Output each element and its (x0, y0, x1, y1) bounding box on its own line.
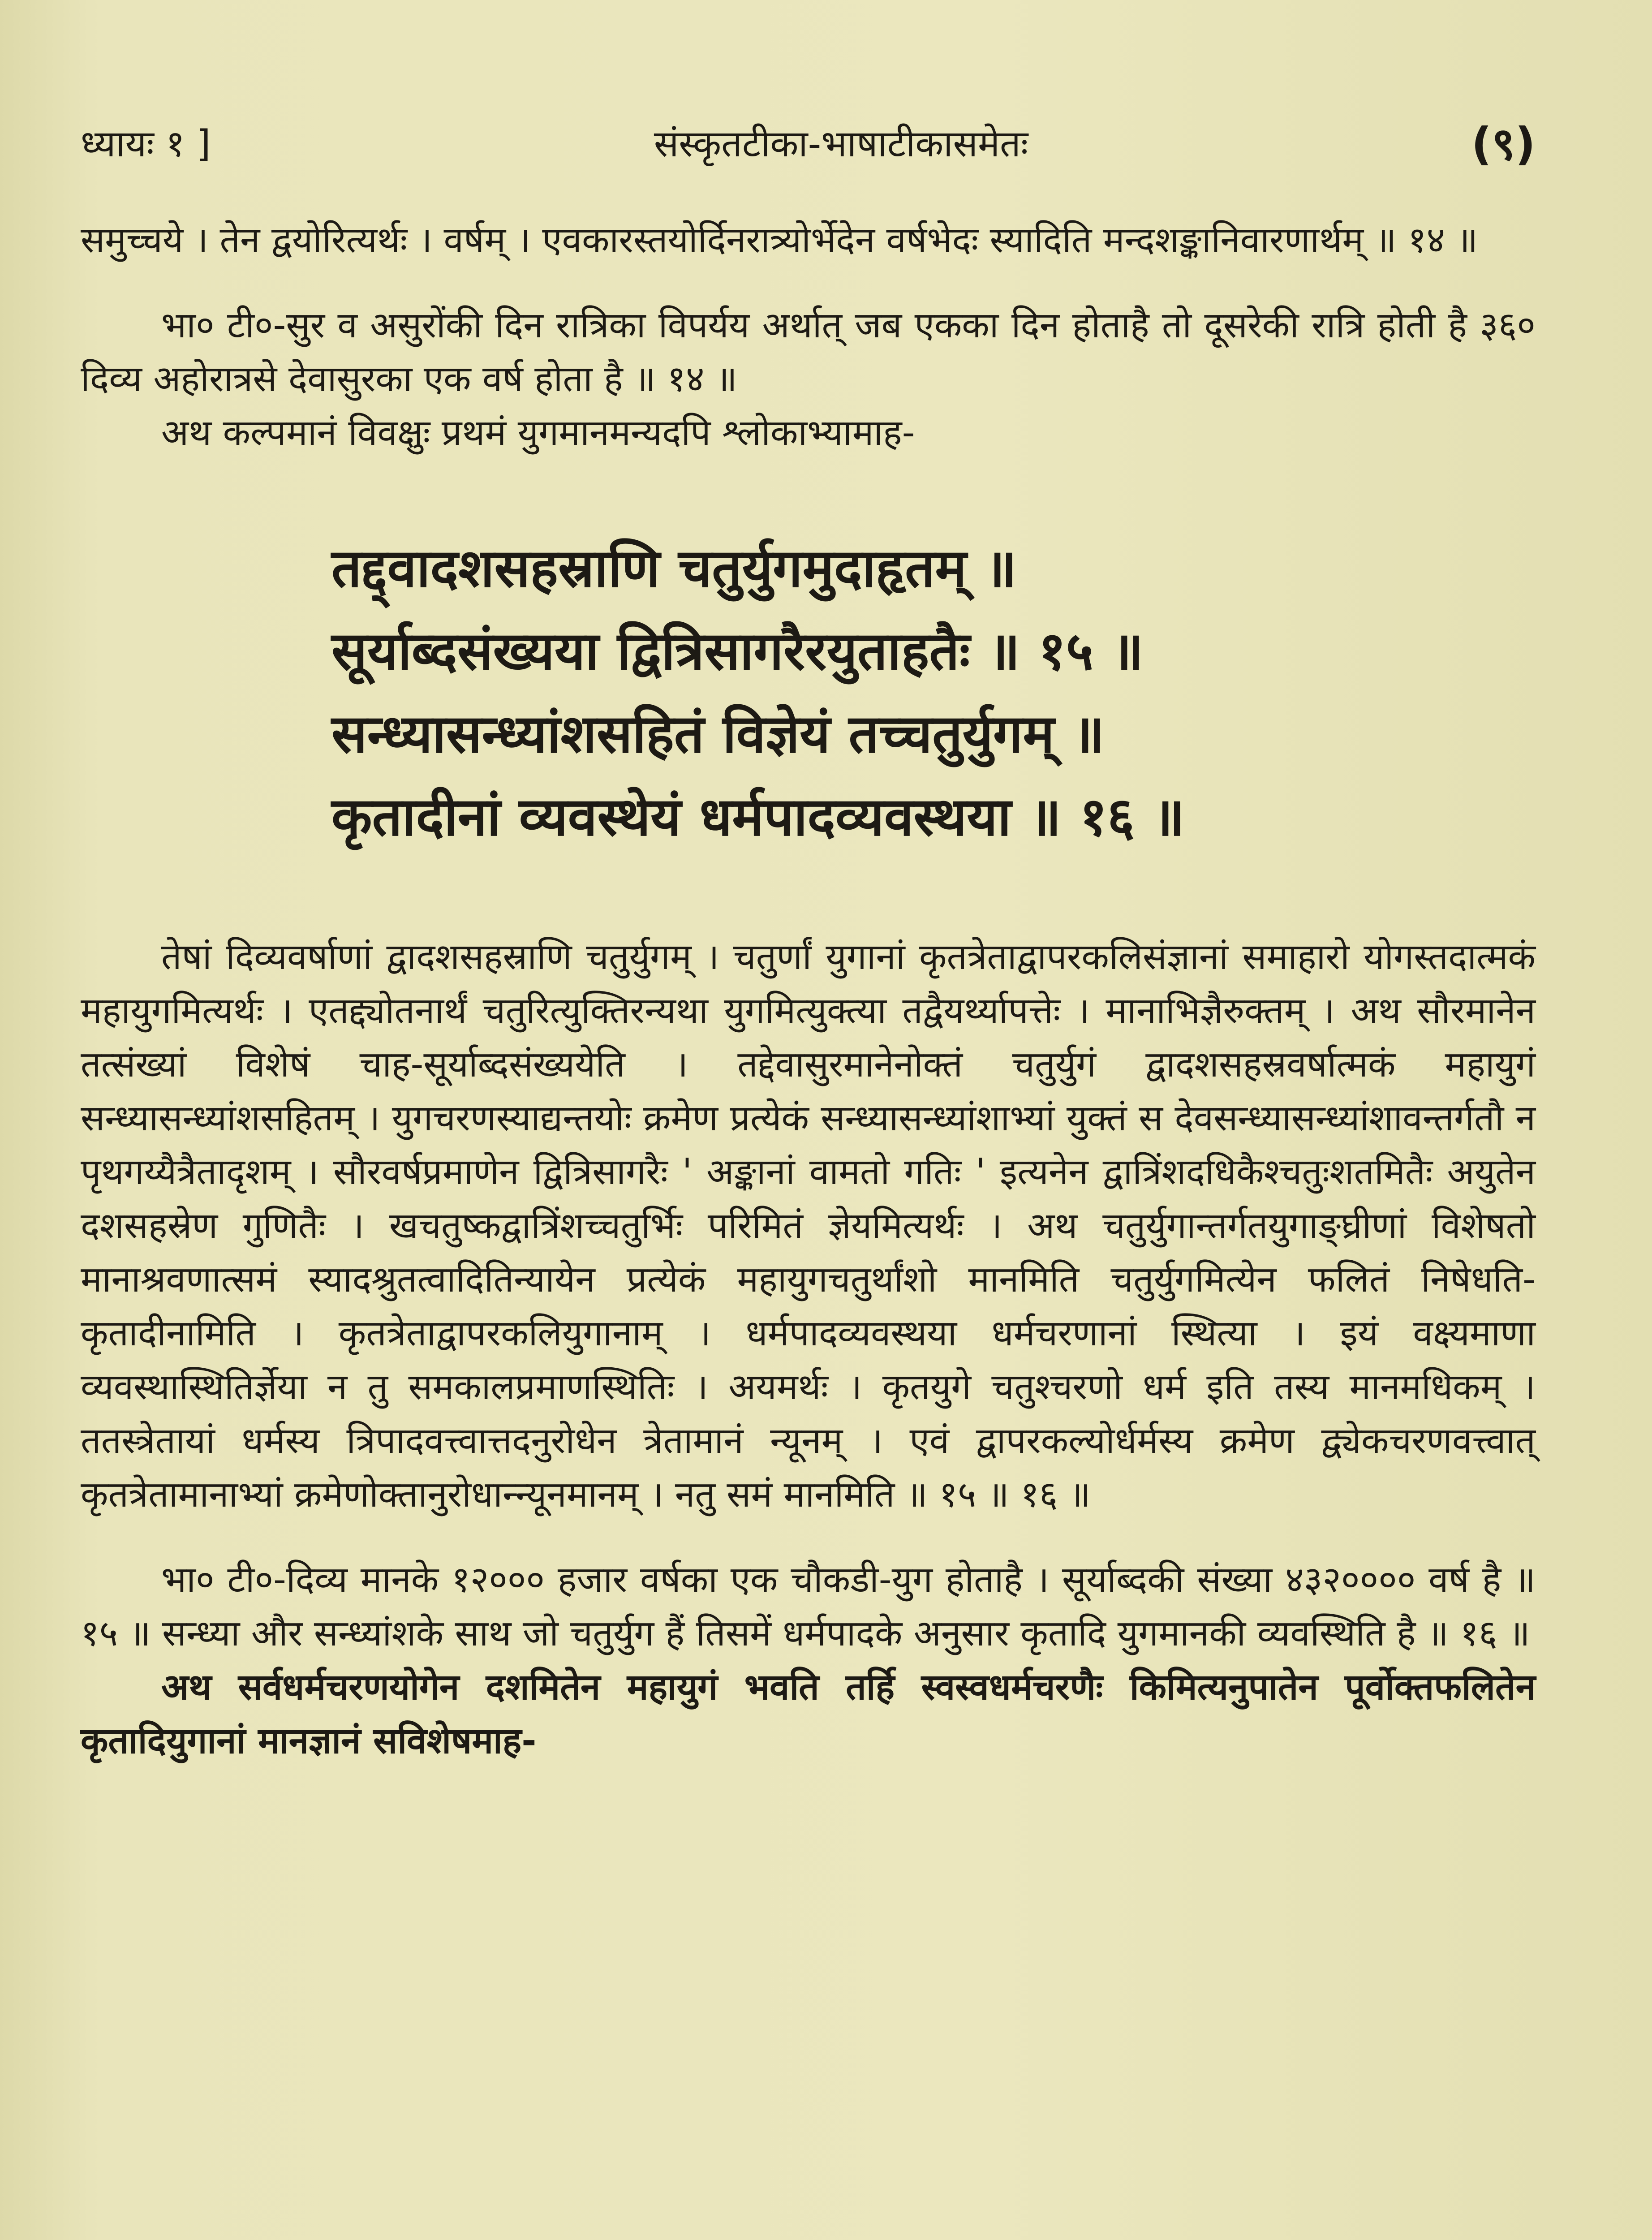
header-title: संस्कृतटीका-भाषाटीकासमेतः (654, 123, 1028, 165)
verse-block (331, 527, 1536, 858)
header-chapter: ध्यायः १ ] (81, 123, 211, 165)
verse-line-2: सूर्याब्दसंख्यया द्वित्रिसागरैरयुताहतैः ॥ १५ ॥ (331, 620, 1144, 682)
commentary-paragraph-1: समुच्चये । तेन द्वयोरित्यर्थः । वर्षम् । एवकारस्तयोर्दिनरात्र्योर्भेदेन वर्षभेदः स्यादिति मन्दशङ्कानिवारणार्थम् ॥ १४ ॥ (81, 219, 1478, 261)
running-header (81, 112, 1536, 173)
verse-line-1: तद्द्वादशसहस्राणि चतुर्युगमुदाहृतम् ॥ (331, 537, 1017, 599)
intro-line-1: अथ कल्पमानं विवक्षुः प्रथमं युगमानमन्यदपि श्लोकाभ्यामाह- (161, 412, 915, 453)
page-number: (९) (1471, 118, 1536, 170)
commentary-paragraph-2: तेषां दिव्यवर्षाणां द्वादशसहस्राणि चतुर्युगम् । चतुर्णां युगानां कृतत्रेताद्वापरकलिसंज्ञानां समाहारो योगस्तदात्मकं महायुगमित्यर्थः । एतद्द्योतनार्थं चतुरित्युक्तिरन्यथा युगमित्युक्त्या तद्वैयर्थ्यापत्तेः । मानाभिज्ञैरुक्तम् । अथ सौरमानेन तत्संख्यां विशेषं चाह-सूर्याब्दसंख्ययेति । तद्देवासुरमानेनोक्तं चतुर्युगं द्वादशसहस्रवर्षात्मकं महायुगं सन्ध्यासन्ध्यांशसहितम् । युगचरणस्याद्यन्तयोः क्रमेण प्रत्येकं सन्ध्यासन्ध्यांशाभ्यां युक्तं स देवसन्ध्यासन्ध्यांशावन्तर्गतौ न पृथगय्यैत्रैतादृशम् । सौरवर्षप्रमाणेन द्वित्रिसागरैः ' अङ्कानां वामतो गतिः ' इत्यनेन द्वात्रिंशदधिकैश्चतुःशतमितैः अयुतेन दशसहस्रेण गुणितैः । खचतुष्कद्वात्रिंशच्चतुर्भिः परिमितं ज्ञेयमित्यर्थः । अथ चतुर्युगान्तर्गतयुगाङ्घ्रीणां विशेषतो मानाश्रवणात्समं स्यादश्रुतत्वादितिन्यायेन प्रत्येकं महायुगचतुर्थांशो मानमिति चतुर्युगमित्येन फलितं निषेधति-कृतादीनामिति । कृतत्रेताद्वापरकलियुगानाम् । धर्मपादव्यवस्थया धर्मचरणानां स्थित्या । इयं वक्ष्यमाणा व्यवस्थास्थितिर्ज्ञेया न तु समकालप्रमाणस्थितिः । अयमर्थः । कृतयुगे चतुश्चरणो धर्म इति तस्य मानमधिकम् । ततस्त्रेतायां धर्मस्य त्रिपादवत्त्वात्तदनुरोधेन त्रेतामानं न्यूनम् । एवं द्वापरकल्योर्धर्मस्य क्रमेण द्व्येकचरणवत्त्वात् कृतत्रेतामानाभ्यां क्रमेणोक्तानुरोधान्न्यूनमानम् । नतु समं मानमिति ॥ १५ ॥ १६ ॥ (81, 936, 1536, 1515)
bhasha-tika-1: भा० टी०-सुर व असुरोंकी दिन रात्रिका विपर्यय अर्थात् जब एकका दिन होताहै तो दूसरेकी रात्रि होती है ३६० दिव्य अहोरात्रसे देवासुरका एक वर्ष होता है ॥ १४ ॥ (81, 304, 1536, 400)
bhasha-tika-2: भा० टी०-दिव्य मानके १२००० हजार वर्षका एक चौकडी-युग होताहै । सूर्याब्दकी संख्या ४३२०००० वर्ष है ॥ १५ ॥ सन्ध्या और सन्ध्यांशके साथ जो चतुर्युग हैं तिसमें धर्मपादके अनुसार कृतादि युगमानकी व्यवस्थिति है ॥ १६ ॥ (81, 1559, 1536, 1654)
verse-line-3: सन्ध्यासन्ध्यांशसहितं विज्ञेयं तच्चतुर्युगम् ॥ (331, 703, 1105, 765)
verse-line-4: कृतादीनां व्यवस्थेयं धर्मपादव्यवस्थया ॥ १६ ॥ (331, 786, 1185, 848)
intro-line-2: अथ सर्वधर्मचरणयोगेन दशमितेन महायुगं भवति तर्हि स्वस्वधर्मचरणैः किमित्यनुपातेन पूर्वोक्तफलितेन कृतादियुगानां मानज्ञानं सविशेषमाह- (81, 1666, 1536, 1762)
